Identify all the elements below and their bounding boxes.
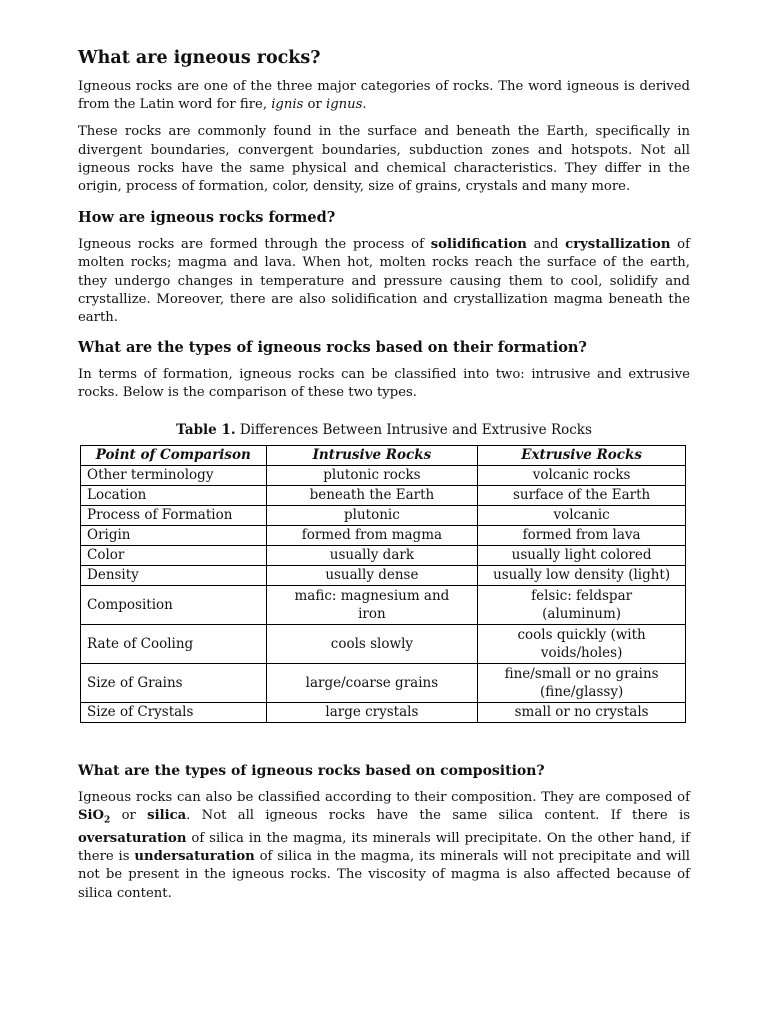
table-cell: Location: [81, 485, 267, 505]
table-row: [81, 525, 686, 545]
table-cell: felsic: feldspar (aluminum): [478, 585, 686, 624]
table-row: [81, 485, 686, 505]
intro-text-end: .: [362, 97, 367, 113]
table-cell: usually dense: [266, 565, 478, 585]
table-cell: plutonic rocks: [266, 465, 478, 485]
table-row: [81, 545, 686, 565]
types-formation-paragraph: In terms of formation, igneous rocks can be classified into two: intrusive and extrusive rocks. Below is the comparison of these two types.: [78, 367, 690, 401]
location-paragraph: These rocks are commonly found in the surface and beneath the Earth, specifically in divergent boundaries, convergent boundaries, subduction zones and hotspots. Not all igneous rocks have the same physical and chemical characteristics. They differ in the origin, process of formation, color, density, size of grains, crystals and many more.: [78, 124, 690, 195]
table-caption: [78, 421, 690, 439]
table-cell: mafic: magnesium and iron: [266, 585, 478, 624]
section-title-types-composition: What are the types of igneous rocks based on composition?: [78, 762, 545, 779]
table-cell: Size of Crystals: [81, 702, 267, 722]
intro-paragraph: [78, 78, 690, 114]
table-cell: beneath the Earth: [266, 485, 478, 505]
table-cell: Other terminology: [81, 465, 267, 485]
header-point-of-comparison: Point of Comparison: [81, 445, 267, 465]
term-solidification: solidification: [430, 237, 527, 253]
table-header-row: [81, 445, 686, 465]
composition-text-3: of silica in the magma, its minerals will precipitate. On the other hand, if there is: [78, 830, 690, 865]
table-cell: plutonic: [266, 505, 478, 525]
table-cell: usually dark: [266, 545, 478, 565]
table-cell: usually light colored: [478, 545, 686, 565]
term-oversaturation: oversaturation: [78, 830, 187, 846]
table-cell: usually low density (light): [478, 565, 686, 585]
table-cell: Origin: [81, 525, 267, 545]
table-cell: small or no crystals: [478, 702, 686, 722]
table-row: [81, 585, 686, 624]
table-cell: large/coarse grains: [266, 663, 478, 702]
term-crystallization: crystallization: [565, 237, 671, 253]
formation-text: Igneous rocks are formed through the process of: [78, 237, 431, 253]
table-cell: cools quickly (with voids/holes): [478, 624, 686, 663]
section-title-types-formation: What are the types of igneous rocks based on their formation?: [78, 339, 587, 357]
formation-paragraph: [78, 236, 690, 327]
table-cell: Color: [81, 545, 267, 565]
latin-word-ignis: ignis: [271, 97, 304, 113]
section-title-how-formed: How are igneous rocks formed?: [78, 209, 336, 227]
intro-text-or: or: [303, 97, 326, 113]
composition-text: Igneous rocks can also be classified according to their composition. They are composed of: [78, 789, 690, 805]
intro-text: Igneous rocks are one of the three major categories of rocks. The word igneous is derived from the Latin word for fire,: [78, 79, 690, 113]
table-cell: volcanic rocks: [478, 465, 686, 485]
table-cell: Composition: [81, 585, 267, 624]
latin-word-ignus: ignus: [325, 97, 363, 113]
section-title-what-are-igneous-rocks: What are igneous rocks?: [78, 48, 321, 68]
sio2-subscript: 2: [104, 815, 111, 826]
composition-paragraph: [78, 789, 690, 903]
composition-text-or: or: [110, 808, 148, 824]
formation-text-and: and: [526, 237, 566, 253]
table-row: [81, 565, 686, 585]
table-cell: fine/small or no grains (fine/glassy): [478, 663, 686, 702]
table-row: [81, 663, 686, 702]
formation-text-rest: of molten rocks; magma and lava. When hot, molten rocks reach the surface of the earth, they undergo changes in temperature and pressure causing them to cool, solidify and crystallize. Moreover, there are also solidification and crystallization magma beneath the earth.: [78, 237, 690, 326]
table-cell: Density: [81, 565, 267, 585]
composition-text-2: . Not all igneous rocks have the same silica content. If there is: [186, 808, 690, 824]
term-silica: silica: [147, 808, 187, 824]
comparison-table: [80, 445, 686, 723]
header-intrusive-rocks: Intrusive Rocks: [266, 445, 478, 465]
table-cell: Rate of Cooling: [81, 624, 267, 663]
table-cell: large crystals: [266, 702, 478, 722]
table-row: [81, 505, 686, 525]
table-row: [81, 465, 686, 485]
table-cell: cools slowly: [266, 624, 478, 663]
table-cell: Size of Grains: [81, 663, 267, 702]
table-row: [81, 624, 686, 663]
table-cell: volcanic: [478, 505, 686, 525]
table-row: [81, 702, 686, 722]
table-cell: formed from magma: [266, 525, 478, 545]
table-caption-text: Differences Between Intrusive and Extrusive Rocks: [235, 421, 592, 438]
header-extrusive-rocks: Extrusive Rocks: [478, 445, 686, 465]
table-cell: surface of the Earth: [478, 485, 686, 505]
document-page: [78, 48, 690, 903]
composition-text-4: of silica in the magma, its minerals will not precipitate and will not be present in the igneous rocks. The viscosity of magma is also affected because of silica content.: [78, 849, 691, 901]
term-undersaturation: undersaturation: [134, 849, 255, 865]
table-cell: formed from lava: [478, 525, 686, 545]
table-caption-label: Table 1.: [176, 421, 236, 438]
table-cell: Process of Formation: [81, 505, 267, 525]
term-sio2: SiO: [78, 808, 105, 824]
